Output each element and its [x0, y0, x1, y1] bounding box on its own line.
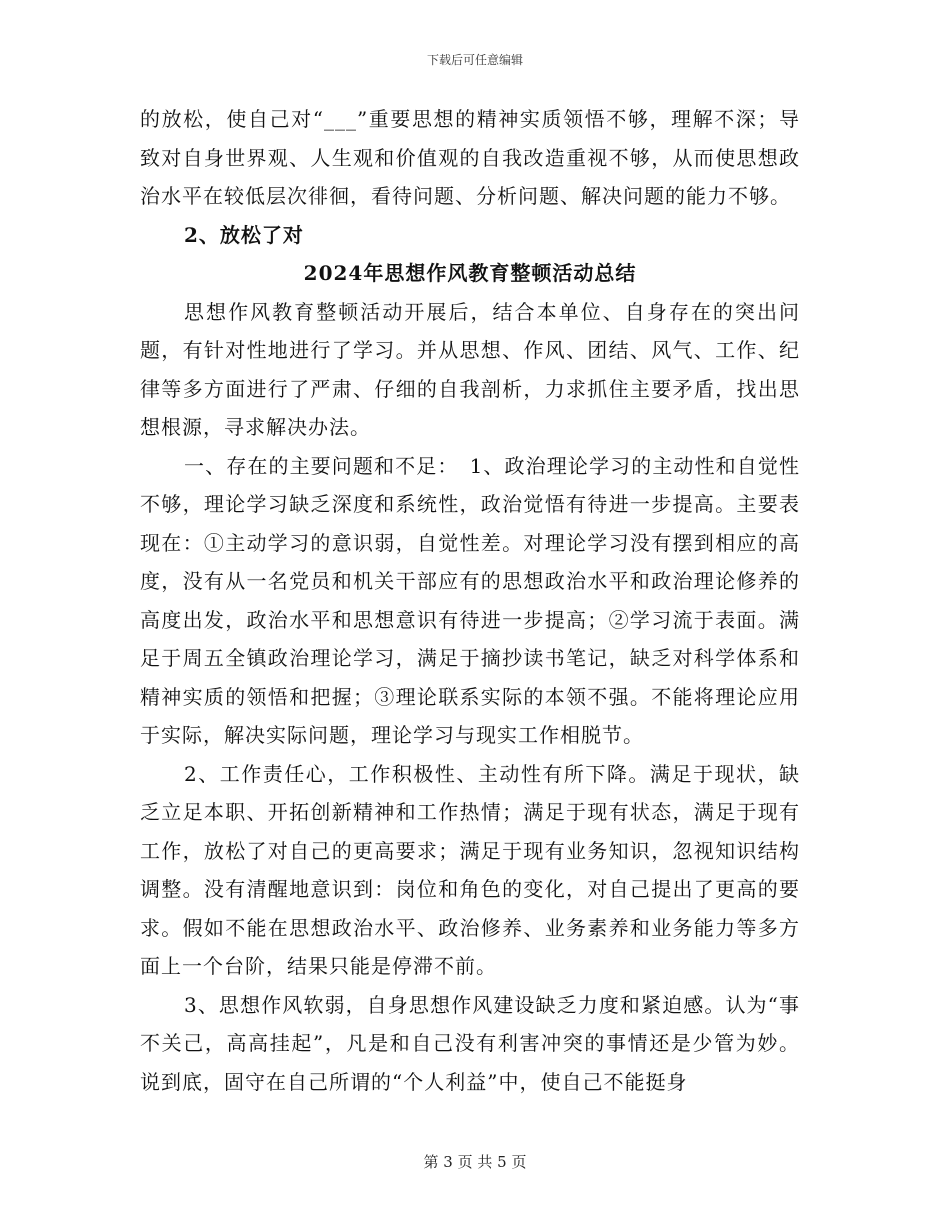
document-body	[140, 100, 800, 1101]
paragraph-1: 思想作风教育整顿活动开展后，结合本单位、自身存在的突出问题，有针对性地进行了学习。并从思想、作风、团结、风气、工作、纪律等多方面进行了严肃、仔细的自我剖析，力求抓住主要矛盾，找出思想根源，寻求解决办法。	[140, 299, 800, 439]
document-title: 2024年思想作风教育整顿活动总结	[303, 261, 637, 285]
page-number: 第 3 页 共 5 页	[423, 1153, 527, 1171]
paragraph-2: 一、存在的主要问题和不足： 1、政治理论学习的主动性和自觉性不够，理论学习缺乏深度和系统性，政治觉悟有待进一步提高。主要表现在：①主动学习的意识弱，自觉性差。对理论学习没有摆到相应的高度，没有从一名党员和机关干部应有的思想政治水平和政治理论修养的高度出发，政治水平和思想意识有待进一步提高；②学习流于表面。满足于周五全镇政治理论学习，满足于摘抄读书笔记，缺乏对科学体系和精神实质的领悟和把握；③理论联系实际的本领不强。不能将理论应用于实际，解决实际问题，理论学习与现实工作相脱节。	[140, 453, 800, 747]
paragraph-intro: 的放松，使自己对“___”重要思想的精神实质领悟不够，理解不深；导致对自身世界观、人生观和价值观的自我改造重视不够，从而使思想政治水平在较低层次徘徊，看待问题、分析问题、解决问题的能力不够。	[140, 107, 800, 208]
paragraph-3: 2、工作责任心，工作积极性、主动性有所下降。满足于现状，缺乏立足本职、开拓创新精神和工作热情；满足于现有状态，满足于现有工作，放松了对自己的更高要求；满足于现有业务知识，忽视知识结构调整。没有清醒地意识到：岗位和角色的变化，对自己提出了更高的要求。假如不能在思想政治水平、政治修养、业务素养和业务能力等多方面上一个台阶，结果只能是停滞不前。	[140, 761, 800, 978]
paragraph-4: 3、思想作风软弱，自身思想作风建设缺乏力度和紧迫感。认为“事不关己，高高挂起”，凡是和自己没有利害冲突的事情还是少管为妙。说到底，固守在自己所谓的“个人利益”中，使自己不能挺身	[140, 992, 800, 1094]
section-heading: 2、放松了对	[184, 222, 304, 247]
page-header-note: 下载后可任意编辑	[426, 53, 523, 67]
